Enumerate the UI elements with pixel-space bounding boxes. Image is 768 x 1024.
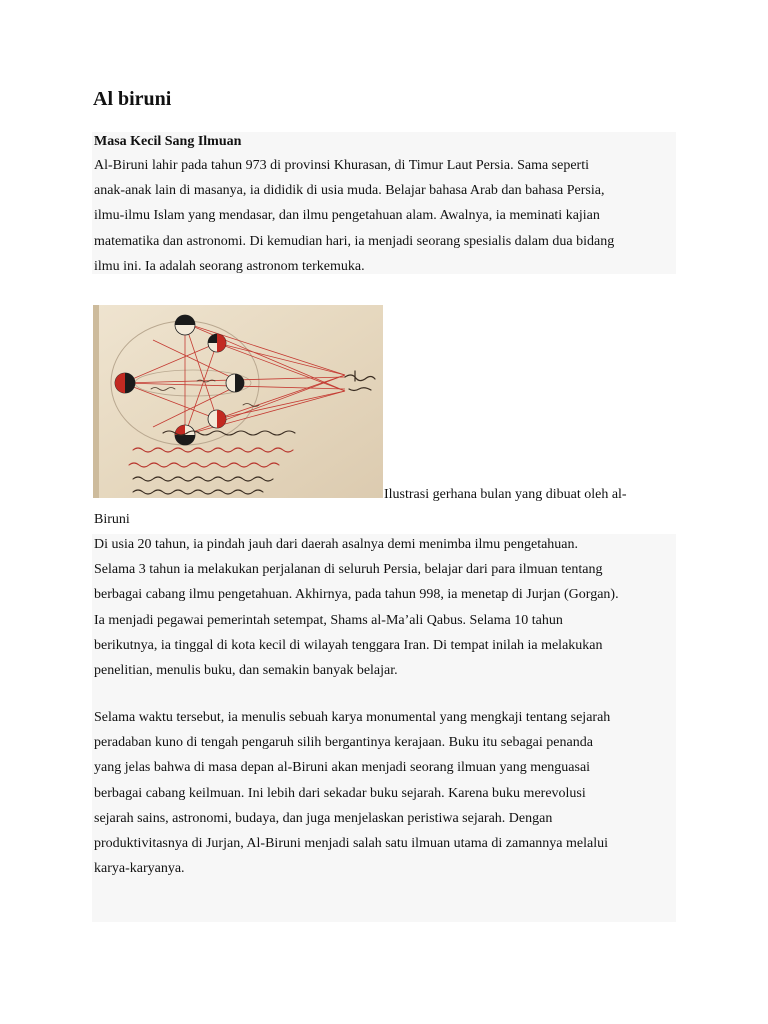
paragraph-line: Selama waktu tersebut, ia menulis sebuah karya monumental yang mengkaji tentang sejarah [94, 710, 611, 725]
paragraph-line: Al-Biruni lahir pada tahun 973 di provinsi Khurasan, di Timur Laut Persia. Sama seperti [94, 158, 589, 173]
paragraph-line: karya-karyanya. [94, 861, 185, 877]
paragraph-line: yang jelas bahwa di masa depan al-Biruni akan menjadi seorang ilmuan yang menguasai [94, 760, 591, 776]
paragraph-line: Selama 3 tahun ia melakukan perjalanan di seluruh Persia, belajar dari para ilmuan tentang [94, 562, 603, 578]
paragraph-2 [94, 532, 684, 683]
paragraph-line: ilmu-ilmu Islam yang mendasar, dan ilmu pengetahuan alam. Awalnya, ia meminati kajian [94, 208, 600, 224]
paragraph-line: berbagai cabang ilmu pengetahuan. Akhirnya, pada tahun 998, ia menetap di Jurjan (Gorgan). [94, 587, 619, 603]
paragraph-line: produktivitasnya di Jurjan, Al-Biruni menjadi salah satu ilmuan utama di zamannya melalui [94, 836, 608, 852]
manuscript-illustration [93, 305, 383, 498]
lunar-eclipse-manuscript-image [93, 305, 383, 498]
paragraph-line: sejarah sains, astronomi, budaya, dan juga menjelaskan peristiwa sejarah. Dengan [94, 810, 553, 826]
section-heading: Masa Kecil Sang Ilmuan [94, 134, 242, 149]
page-title: Al biruni [93, 88, 172, 110]
paragraph-line: berbagai cabang keilmuan. Ini lebih dari sekadar buku sejarah. Karena buku merevolusi [94, 785, 586, 801]
paragraph-line: Ia menjadi pegawai pemerintah setempat, Shams al-Ma’ali Qabus. Selama 10 tahun [94, 612, 563, 628]
paragraph-3 [94, 705, 684, 881]
paragraph-line: penelitian, menulis buku, dan semakin banyak belajar. [94, 663, 398, 679]
paragraph-line: peradaban kuno di tengah pengaruh silih bergantinya kerajaan. Buku itu sebagai penanda [94, 735, 593, 751]
paragraph-line: anak-anak lain di masanya, ia dididik di usia muda. Belajar bahasa Arab dan bahasa Persia, [94, 183, 605, 199]
figure-caption-line-1: Ilustrasi gerhana bulan yang dibuat oleh al- [384, 487, 627, 502]
paragraph-line: ilmu ini. Ia adalah seorang astronom terkemuka. [94, 258, 365, 274]
paragraph-line: berikutnya, ia tinggal di kota kecil di wilayah tenggara Iran. Di tempat inilah ia melakukan [94, 637, 603, 653]
figure-caption-line-2: Biruni [94, 512, 130, 527]
paragraph-1 [94, 153, 684, 279]
paragraph-line: matematika dan astronomi. Di kemudian hari, ia menjadi seorang spesialis dalam dua bidang [94, 233, 615, 249]
paragraph-line: Di usia 20 tahun, ia pindah jauh dari daerah asalnya demi menimba ilmu pengetahuan. [94, 537, 579, 552]
